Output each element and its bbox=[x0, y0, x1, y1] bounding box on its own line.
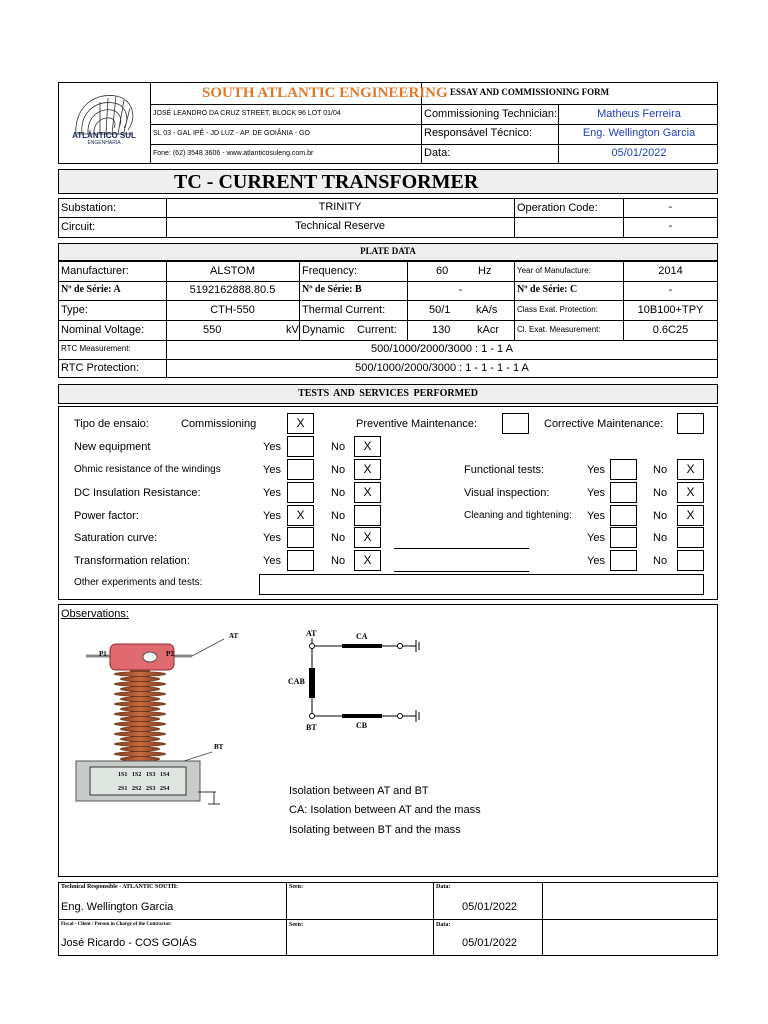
dynamic-unit: kAcr bbox=[477, 324, 499, 336]
test-label: Visual inspection: bbox=[464, 487, 550, 499]
test-label: Saturation curve: bbox=[74, 532, 158, 544]
terminal-2s2: 2S2 bbox=[132, 786, 142, 792]
note-3: Isolating between BT and the mass bbox=[289, 824, 461, 836]
other-tests-label: Other experiments and tests: bbox=[74, 577, 203, 588]
yes-label: Yes bbox=[587, 555, 605, 567]
test-label: Functional tests: bbox=[464, 464, 545, 476]
page-title: TC - CURRENT TRANSFORMER bbox=[174, 171, 479, 193]
no-checkbox[interactable] bbox=[677, 550, 704, 571]
terminal-1s4: 1S4 bbox=[160, 772, 170, 778]
no-checkbox[interactable]: X bbox=[354, 436, 381, 457]
no-checkbox[interactable] bbox=[677, 527, 704, 548]
test-label: New equipment bbox=[74, 441, 151, 453]
tech-seen-label: Seen: bbox=[289, 884, 303, 890]
no-label: No bbox=[653, 532, 668, 544]
serie-a-label: Nº de Série: A bbox=[61, 284, 121, 295]
yes-checkbox[interactable] bbox=[610, 505, 637, 526]
voltage-label: Nominal Voltage: bbox=[61, 324, 145, 336]
client-seen-label: Seen: bbox=[289, 922, 303, 928]
yes-label: Yes bbox=[587, 510, 605, 522]
no-checkbox[interactable]: X bbox=[354, 527, 381, 548]
no-label: No bbox=[331, 510, 346, 522]
client-value: José Ricardo - COS GOIÁS bbox=[61, 937, 197, 949]
no-checkbox[interactable]: X bbox=[677, 459, 704, 480]
corrective-label: Corrective Maintenance: bbox=[544, 418, 664, 430]
substation-value: TRINITY bbox=[318, 201, 362, 213]
serie-c-label: Nº de Série: C bbox=[517, 284, 578, 295]
no-label: No bbox=[653, 464, 668, 476]
yes-checkbox[interactable] bbox=[287, 527, 314, 548]
no-checkbox[interactable]: X bbox=[677, 505, 704, 526]
tech-date-value: 05/01/2022 bbox=[462, 901, 518, 913]
rtc-prot-label: RTC Protection: bbox=[61, 362, 140, 374]
diagram-cb: CB bbox=[356, 721, 368, 730]
yes-label: Yes bbox=[263, 555, 281, 567]
rtc-meas-label: RTC Measurement: bbox=[61, 344, 131, 353]
thermal-label: Thermal Current: bbox=[302, 304, 386, 316]
tests-title: TESTS AND SERVICES PERFORMED bbox=[298, 388, 478, 399]
yes-label: Yes bbox=[263, 532, 281, 544]
yes-checkbox[interactable] bbox=[610, 482, 637, 503]
serie-b-label: Nº de Série: B bbox=[302, 284, 362, 295]
manufacturer-value: ALSTOM bbox=[209, 265, 256, 277]
logo-sub: ENGENHARIA bbox=[87, 140, 121, 146]
diagram-ca: CA bbox=[356, 632, 368, 641]
substation-label: Substation: bbox=[61, 202, 117, 214]
serie-b-value: - bbox=[458, 284, 463, 296]
note-2: CA: Isolation between AT and the mass bbox=[289, 804, 481, 816]
diagram-at: AT bbox=[306, 629, 317, 638]
year-label: Year of Manufacture: bbox=[517, 266, 591, 275]
terminal-2s1: 2S1 bbox=[118, 786, 128, 792]
address-line-2: SL 03 - GAL IPÊ - JD LUZ - AP. DE GOIÂNIA - GO bbox=[153, 130, 310, 137]
frequency-unit: Hz bbox=[478, 265, 492, 277]
diagram-cab: CAB bbox=[288, 677, 305, 686]
yes-checkbox[interactable] bbox=[287, 482, 314, 503]
yes-label: Yes bbox=[587, 464, 605, 476]
frequency-label: Frequency: bbox=[302, 265, 358, 277]
no-label: No bbox=[331, 555, 346, 567]
no-label: No bbox=[653, 510, 668, 522]
yes-label: Yes bbox=[263, 464, 281, 476]
circuit-label: Circuit: bbox=[61, 221, 96, 233]
resp-label: Responsável Técnico: bbox=[424, 127, 533, 139]
test-label: Transformation relation: bbox=[74, 555, 190, 567]
serie-c-value: - bbox=[668, 284, 673, 296]
drawing-p1: P1 bbox=[99, 650, 107, 658]
yes-checkbox[interactable] bbox=[610, 459, 637, 480]
yes-label: Yes bbox=[587, 487, 605, 499]
observations-label: Observations: bbox=[61, 608, 129, 620]
insulation-diagram bbox=[284, 626, 438, 738]
voltage-unit: kV bbox=[286, 324, 299, 336]
plate-data-title: PLATE DATA bbox=[360, 246, 416, 256]
no-label: No bbox=[653, 487, 668, 499]
tech-value: Matheus Ferreira bbox=[597, 108, 681, 120]
terminal-2s3: 2S3 bbox=[146, 786, 156, 792]
client-data-label: Data: bbox=[436, 922, 451, 928]
test-label: Power factor: bbox=[74, 510, 139, 522]
ct-drawing bbox=[66, 624, 246, 810]
class-meas-value: 0.6C25 bbox=[652, 324, 689, 336]
yes-checkbox[interactable]: X bbox=[287, 505, 314, 526]
terminal-1s1: 1S1 bbox=[118, 772, 128, 778]
yes-label: Yes bbox=[263, 487, 281, 499]
no-label: No bbox=[653, 555, 668, 567]
test-label: Ohmic resistance of the windings bbox=[74, 464, 221, 475]
circuit-value: Technical Reserve bbox=[295, 220, 385, 232]
no-label: No bbox=[331, 487, 346, 499]
terminal-2s4: 2S4 bbox=[160, 786, 170, 792]
dynamic-label: Dynamic Current: bbox=[302, 324, 397, 336]
client-label: Fiscal - Client / Person in Charge of the Contractor: bbox=[61, 922, 172, 927]
terminal-1s2: 1S2 bbox=[132, 772, 142, 778]
drawing-at: AT bbox=[229, 632, 239, 640]
manufacturer-label: Manufacturer: bbox=[61, 265, 129, 277]
no-checkbox[interactable]: X bbox=[354, 459, 381, 480]
yes-checkbox[interactable] bbox=[287, 459, 314, 480]
terminal-1s3: 1S3 bbox=[146, 772, 156, 778]
corrective-checkbox[interactable] bbox=[677, 413, 704, 434]
yes-label: Yes bbox=[263, 510, 281, 522]
test-label: Cleaning and tightening: bbox=[464, 510, 572, 521]
operation-code-value: - bbox=[668, 201, 673, 213]
tipo-label: Tipo de ensaio: bbox=[74, 418, 149, 430]
yes-checkbox[interactable] bbox=[287, 550, 314, 571]
drawing-p2: P2 bbox=[166, 650, 174, 658]
rtc-meas-value: 500/1000/2000/3000 : 1 - 1 A bbox=[371, 343, 513, 355]
no-checkbox[interactable]: X bbox=[677, 482, 704, 503]
no-label: No bbox=[331, 464, 346, 476]
yes-checkbox[interactable] bbox=[610, 527, 637, 548]
circuit-extra: - bbox=[668, 220, 673, 232]
no-checkbox[interactable]: X bbox=[354, 550, 381, 571]
tech-data-label: Data: bbox=[436, 884, 451, 890]
operation-code-label: Operation Code: bbox=[517, 202, 598, 214]
type-label: Type: bbox=[61, 304, 88, 316]
commissioning-checkbox[interactable]: X bbox=[287, 413, 314, 434]
note-1: Isolation between AT and BT bbox=[289, 785, 429, 797]
preventive-checkbox[interactable] bbox=[502, 413, 529, 434]
date-value: 05/01/2022 bbox=[611, 147, 667, 159]
company-logo bbox=[62, 86, 146, 160]
type-value: CTH-550 bbox=[210, 304, 255, 316]
diagram-bt: BT bbox=[306, 723, 317, 732]
address-line-1: JOSÉ LEANDRO DA CRUZ STREET, BLOCK 96 LOT 01/04 bbox=[153, 110, 341, 117]
class-prot-label: Class Exat. Protection: bbox=[517, 305, 598, 314]
dynamic-value: 130 bbox=[432, 324, 451, 336]
form-title: ESSAY AND COMMISSIONING FORM bbox=[450, 87, 610, 97]
no-checkbox[interactable]: X bbox=[354, 482, 381, 503]
tech-resp-value: Eng. Wellington Garcia bbox=[61, 901, 174, 913]
no-label: No bbox=[331, 532, 346, 544]
yes-checkbox[interactable] bbox=[287, 436, 314, 457]
other-tests-field[interactable] bbox=[259, 574, 704, 595]
serie-a-value: 5192162888.80.5 bbox=[189, 284, 276, 296]
no-checkbox[interactable] bbox=[354, 505, 381, 526]
resp-value: Eng. Wellington Garcia bbox=[582, 127, 696, 139]
test-label: DC Insulation Resistance: bbox=[74, 487, 201, 499]
tech-label: Commissioning Technician: bbox=[424, 108, 558, 120]
contact-line: Fone: (62) 3548 3606 - www.atlanticosuleng.com.br bbox=[153, 150, 314, 157]
rtc-prot-value: 500/1000/2000/3000 : 1 - 1 - 1 - 1 A bbox=[355, 362, 529, 374]
class-prot-value: 10B100+TPY bbox=[637, 304, 704, 316]
year-value: 2014 bbox=[658, 265, 683, 277]
frequency-value: 60 bbox=[436, 265, 449, 277]
date-label: Data: bbox=[424, 147, 451, 159]
yes-label: Yes bbox=[587, 532, 605, 544]
tech-resp-label: Technical Responsible - ATLANTIC SOUTH: bbox=[61, 884, 179, 890]
company-name: SOUTH ATLANTIC ENGINEERING bbox=[202, 85, 448, 101]
preventive-label: Preventive Maintenance: bbox=[356, 418, 478, 430]
voltage-value: 550 bbox=[203, 324, 222, 336]
thermal-value: 50/1 bbox=[429, 304, 451, 316]
drawing-bt: BT bbox=[214, 743, 224, 751]
no-label: No bbox=[331, 441, 346, 453]
yes-checkbox[interactable] bbox=[610, 550, 637, 571]
yes-label: Yes bbox=[263, 441, 281, 453]
logo-name: ATLÂNTICO SUL bbox=[72, 131, 136, 140]
class-meas-label: Cl. Exat. Measurement: bbox=[517, 325, 601, 334]
commissioning-label: Commissioning bbox=[181, 418, 257, 430]
thermal-unit: kA/s bbox=[476, 304, 498, 316]
client-date-value: 05/01/2022 bbox=[462, 937, 518, 949]
